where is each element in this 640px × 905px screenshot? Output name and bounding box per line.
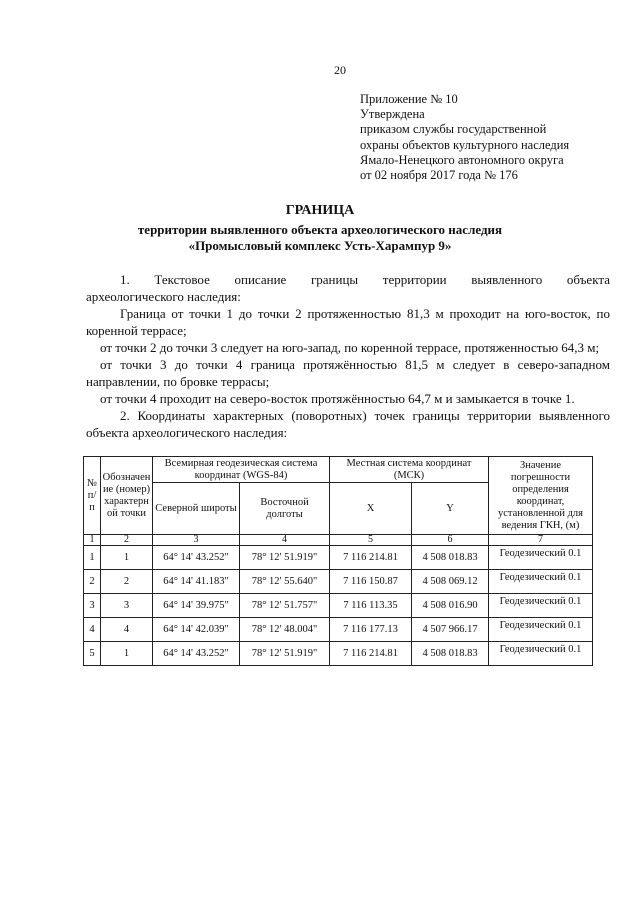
- cell-x: 7 116 214.81: [330, 642, 412, 666]
- table-row: [84, 642, 593, 666]
- header-x: X: [330, 483, 412, 535]
- cell-lat: 64° 14' 43.252": [153, 546, 240, 570]
- cell-y: 4 508 018.83: [412, 546, 489, 570]
- cell-point: 1: [101, 546, 153, 570]
- cell-num: 4: [84, 618, 101, 642]
- column-number: 6: [412, 535, 489, 546]
- cell-accuracy: Геодезический 0.1: [489, 642, 593, 666]
- approval-line: Приложение № 10: [360, 92, 458, 106]
- word: территории: [382, 272, 447, 287]
- cell-y: 4 507 966.17: [412, 618, 489, 642]
- column-number: 1: [84, 535, 101, 546]
- cell-lat: 64° 14' 42.039": [153, 618, 240, 642]
- word: 1.: [120, 272, 130, 287]
- cell-accuracy: Геодезический 0.1: [489, 546, 593, 570]
- header-accuracy: Значение погрешности определения координат, установленной для ведения ГКН, (м): [489, 457, 593, 535]
- header-msk: Местная система координат (МСК): [330, 457, 489, 483]
- table-row: [84, 618, 593, 642]
- paragraph-4: от точки 3 до точки 4 граница протяжённостью 81,5 м следует в северо-западном направлении, по бровке террасы;: [86, 357, 610, 389]
- paragraph-5: от точки 4 проходит на северо-восток протяжённостью 64,7 м и замыкается в точке 1.: [100, 391, 575, 406]
- column-number: 3: [153, 535, 240, 546]
- approval-block: [360, 92, 569, 183]
- object-name: «Промысловый комплекс Усть-Харампур 9»: [188, 238, 452, 253]
- cell-y: 4 508 016.90: [412, 594, 489, 618]
- cell-x: 7 116 150.87: [330, 570, 412, 594]
- column-number: 4: [240, 535, 330, 546]
- header-y: Y: [412, 483, 489, 535]
- paragraph-1-rest: археологического наследия:: [86, 289, 241, 304]
- column-number: 7: [489, 535, 593, 546]
- cell-accuracy: Геодезический 0.1: [489, 594, 593, 618]
- document-title: ГРАНИЦА: [285, 203, 355, 218]
- document-subtitle: территории выявленного объекта археологического наследия: [137, 222, 503, 237]
- word: границы: [310, 272, 359, 287]
- cell-x: 7 116 177.13: [330, 618, 412, 642]
- approval-line: Утверждена: [360, 107, 425, 122]
- cell-lon: 78° 12' 51.757": [240, 594, 330, 618]
- cell-y: 4 508 069.12: [412, 570, 489, 594]
- coordinates-table: [83, 456, 593, 666]
- header-designation: Обозначение (номер) характерной точки: [101, 457, 153, 535]
- approval-line: от 02 ноября 2017 года № 176: [360, 168, 518, 183]
- cell-point: 2: [101, 570, 153, 594]
- approval-line: Ямало-Ненецкого автономного округа: [360, 152, 564, 167]
- paragraph-6: 2. Координаты характерных (поворотных) точек границы территории выявленного объекта археологического наследия:: [86, 408, 610, 440]
- cell-point: 3: [101, 594, 153, 618]
- header-wgs: Всемирная геодезическая система координат (WGS-84): [153, 457, 330, 483]
- page-number: 20: [334, 63, 346, 77]
- cell-num: 3: [84, 594, 101, 618]
- approval-line: охраны объектов культурного наследия: [360, 137, 570, 152]
- table-row: [84, 594, 593, 618]
- cell-point: 1: [101, 642, 153, 666]
- cell-lat: 64° 14' 39.975": [153, 594, 240, 618]
- paragraph-1-lead: [86, 271, 610, 288]
- cell-lat: 64° 14' 43.252": [153, 642, 240, 666]
- cell-lon: 78° 12' 55.640": [240, 570, 330, 594]
- column-number: 5: [330, 535, 412, 546]
- column-number: 2: [101, 535, 153, 546]
- cell-num: 2: [84, 570, 101, 594]
- column-number-row: [84, 535, 593, 546]
- cell-point: 4: [101, 618, 153, 642]
- word: Текстовое: [154, 272, 210, 287]
- cell-x: 7 116 113.35: [330, 594, 412, 618]
- cell-lon: 78° 12' 51.919": [240, 546, 330, 570]
- header-num: № п/п: [84, 457, 101, 535]
- word: объекта: [566, 272, 610, 287]
- header-lat: Северной широты: [153, 483, 240, 535]
- word: выявленного: [471, 272, 543, 287]
- cell-num: 5: [84, 642, 101, 666]
- header-lon: Восточной долготы: [240, 483, 330, 535]
- body-text: [86, 271, 610, 441]
- cell-y: 4 508 018.83: [412, 642, 489, 666]
- table-row: [84, 546, 593, 570]
- word: описание: [234, 272, 287, 287]
- cell-x: 7 116 214.81: [330, 546, 412, 570]
- cell-lon: 78° 12' 51.919": [240, 642, 330, 666]
- cell-lon: 78° 12' 48.004": [240, 618, 330, 642]
- cell-accuracy: Геодезический 0.1: [489, 618, 593, 642]
- cell-num: 1: [84, 546, 101, 570]
- cell-lat: 64° 14' 41.183": [153, 570, 240, 594]
- cell-accuracy: Геодезический 0.1: [489, 570, 593, 594]
- paragraph-2: Граница от точки 1 до точки 2 протяженностью 81,3 м проходит на юго-восток, по коренной террасе;: [86, 306, 610, 338]
- approval-line: приказом службы государственной: [360, 122, 547, 137]
- paragraph-3: от точки 2 до точки 3 следует на юго-запад, по коренной террасе, протяженностью 64,3 м;: [100, 340, 600, 355]
- table-row: [84, 570, 593, 594]
